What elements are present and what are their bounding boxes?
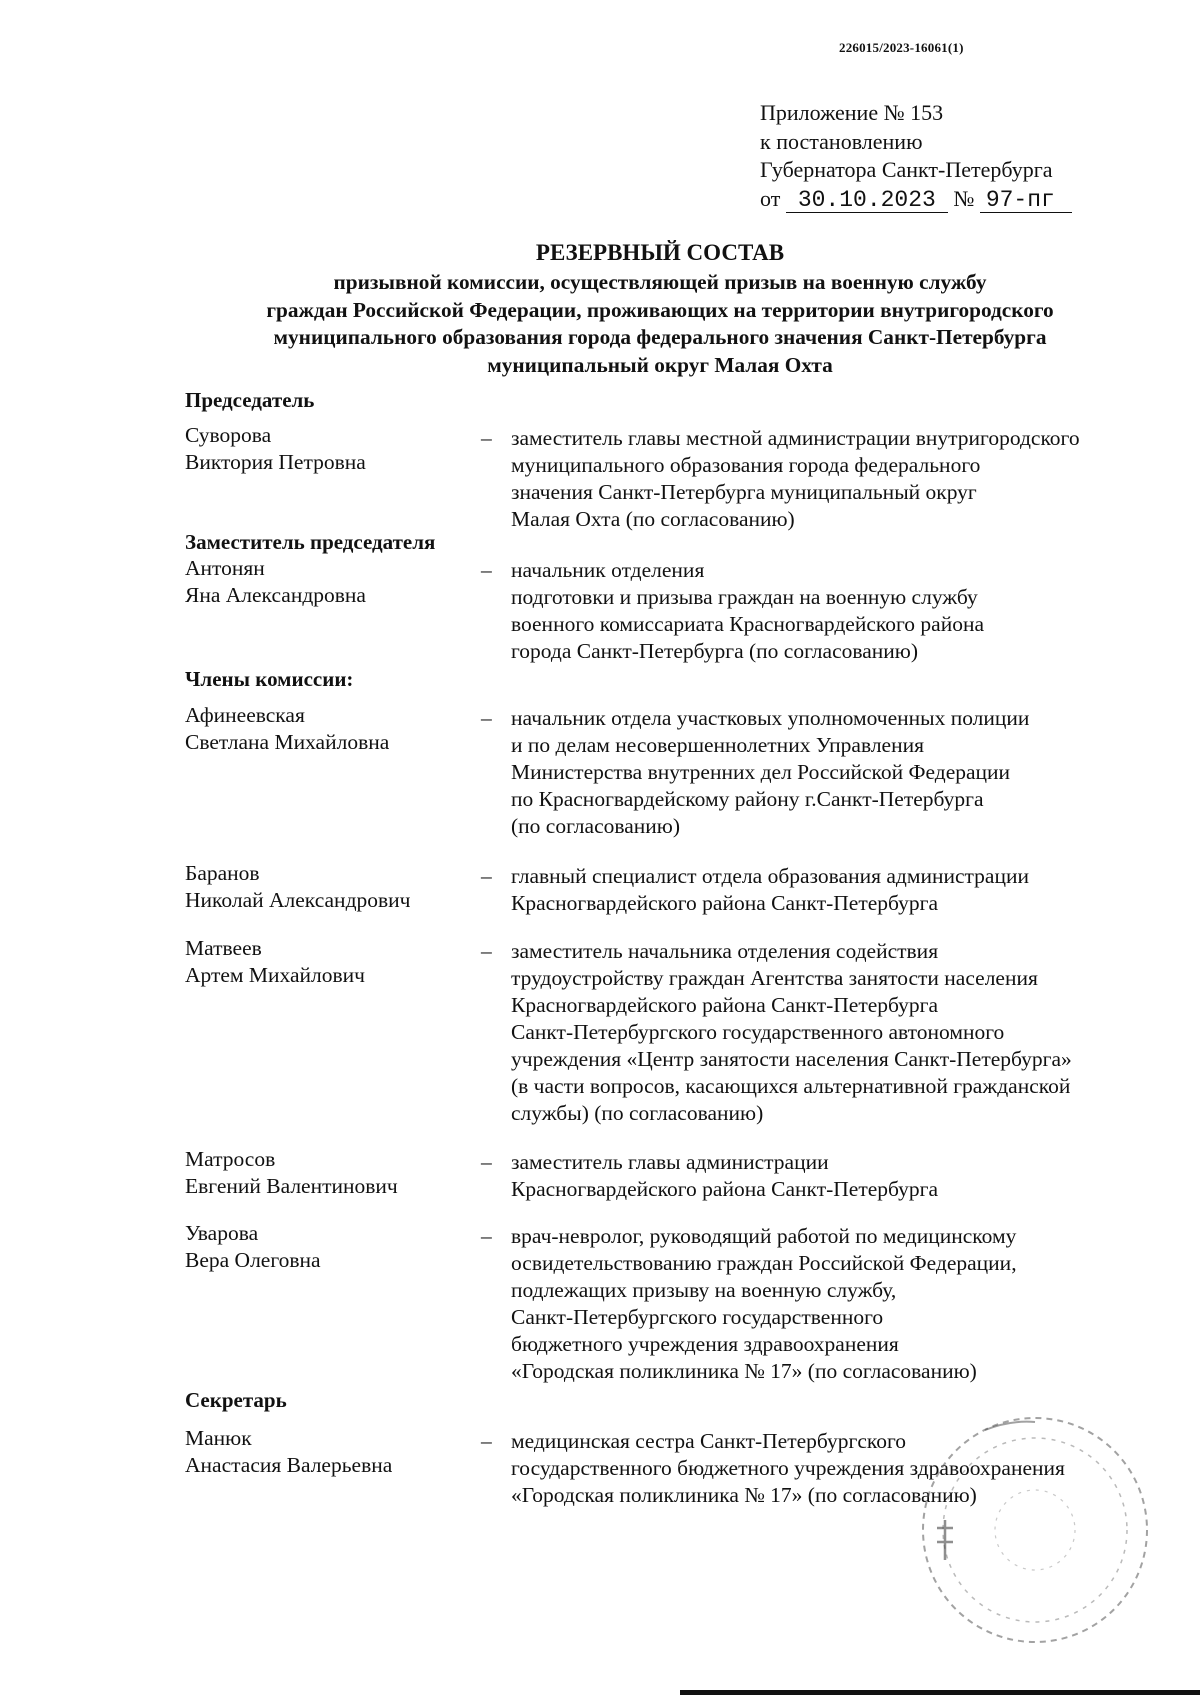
member-surname: Антонян (185, 556, 265, 580)
page-bottom-bar (680, 1690, 1200, 1695)
section-deputy-chair: Заместитель председателя (185, 530, 436, 554)
member-name (185, 860, 475, 914)
member-name (185, 1425, 475, 1479)
member-given-names: Николай Александрович (185, 888, 411, 912)
member-position (511, 1223, 1191, 1385)
position-line: города Санкт-Петербурга (по согласованию) (511, 639, 919, 663)
position-line: по Красногвардейскому району г.Санкт-Петербурга (511, 787, 984, 811)
member-name (185, 1146, 475, 1200)
section-chair: Председатель (185, 388, 315, 412)
decree-date: 30.10.2023 (786, 188, 948, 213)
position-line: подлежащих призыву на военную службу, (511, 1278, 897, 1302)
dash-separator: – (481, 1429, 492, 1453)
dash-separator: – (481, 864, 492, 888)
member-given-names: Вера Олеговна (185, 1248, 321, 1272)
member-surname: Матросов (185, 1147, 276, 1171)
position-line: Красногвардейского района Санкт-Петербурга (511, 1177, 938, 1201)
position-line: Министерства внутренних дел Российской Федерации (511, 760, 1011, 784)
member-name (185, 1220, 475, 1274)
member-name (185, 702, 475, 756)
position-line: главный специалист отдела образования администрации (511, 864, 1029, 888)
member-name (185, 555, 475, 609)
section-members: Члены комиссии: (185, 667, 354, 691)
member-surname: Манюк (185, 1426, 252, 1450)
position-line: подготовки и призыва граждан на военную службу (511, 585, 978, 609)
position-line: «Городская поликлиника № 17» (по согласованию) (511, 1483, 977, 1507)
member-name (185, 935, 475, 989)
member-position (511, 425, 1191, 533)
member-given-names: Артем Михайлович (185, 963, 365, 987)
appendix-line-3: Губернатора Санкт-Петербурга (760, 157, 1053, 182)
dash-separator: – (481, 558, 492, 582)
subtitle-line: граждан Российской Федерации, проживающих на территории внутригородского (266, 297, 1054, 322)
member-position (511, 557, 1191, 665)
member-position (511, 863, 1191, 917)
position-line: Санкт-Петербургского государственного (511, 1305, 884, 1329)
member-position (511, 705, 1191, 840)
member-name (185, 422, 475, 476)
number-label: № (953, 185, 975, 211)
dash-separator: – (481, 939, 492, 963)
position-line: врач-невролог, руководящий работой по медицинскому (511, 1224, 1017, 1248)
member-surname: Суворова (185, 423, 272, 447)
position-line: Малая Охта (по согласованию) (511, 507, 795, 531)
member-surname: Уварова (185, 1221, 259, 1245)
subtitle-line: призывной комиссии, осуществляющей призыв на военную службу (333, 270, 987, 294)
appendix-date-line (760, 185, 1072, 214)
position-line: начальник отделения (511, 558, 705, 582)
member-surname: Афинеевская (185, 703, 305, 727)
member-given-names: Яна Александровна (185, 583, 366, 607)
section-secretary: Секретарь (185, 1388, 287, 1412)
appendix-line-2: к постановлению (760, 128, 923, 154)
member-position (511, 938, 1191, 1127)
appendix-header (760, 99, 1072, 213)
document-title: РЕЗЕРВНЫЙ СОСТАВ (535, 240, 785, 265)
member-given-names: Виктория Петровна (185, 450, 366, 474)
member-given-names: Светлана Михайловна (185, 730, 390, 754)
position-line: Красногвардейского района Санкт-Петербурга (511, 891, 938, 915)
position-line: бюджетного учреждения здравоохранения (511, 1332, 899, 1356)
position-line: освидетельствованию граждан Российской Федерации, (511, 1251, 1017, 1275)
document-registration-number: 226015/2023-16061(1) (839, 40, 964, 55)
member-surname: Матвеев (185, 936, 262, 960)
position-line: заместитель главы администрации (511, 1150, 829, 1174)
member-given-names: Евгений Валентинович (185, 1174, 398, 1198)
member-position (511, 1149, 1191, 1203)
position-line: заместитель начальника отделения содействия (511, 939, 939, 963)
position-line: Санкт-Петербургского государственного автономного (511, 1020, 1005, 1044)
subtitle-line: муниципального образования города федерального значения Санкт-Петербурга (273, 325, 1047, 349)
position-line: военного комиссариата Красногвардейского района (511, 612, 985, 636)
position-line: государственного бюджетного учреждения здравоохранения (511, 1456, 1065, 1480)
decree-number: 97-пг (980, 188, 1072, 213)
dash-separator: – (481, 706, 492, 730)
from-label: от (760, 185, 781, 211)
position-line: «Городская поликлиника № 17» (по согласованию) (511, 1359, 977, 1383)
position-line: Красногвардейского района Санкт-Петербурга (511, 993, 938, 1017)
position-line: заместитель главы местной администрации внутригородского (511, 426, 1080, 450)
position-line: (по согласованию) (511, 814, 681, 838)
document-subtitle (200, 269, 1120, 379)
dash-separator: – (481, 1224, 492, 1248)
position-line: начальник отдела участковых уполномоченных полиции (511, 706, 1030, 730)
position-line: службы) (по согласованию) (511, 1101, 764, 1125)
member-given-names: Анастасия Валерьевна (185, 1453, 393, 1477)
subtitle-line: муниципальный округ Малая Охта (487, 352, 833, 377)
position-line: и по делам несовершеннолетних Управления (511, 733, 924, 757)
position-line: трудоустройству граждан Агентства занятости населения (511, 966, 1038, 990)
position-line: значения Санкт-Петербурга муниципальный округ (511, 480, 977, 504)
official-stamp-icon (915, 1410, 1155, 1650)
appendix-line-1: Приложение № 153 (760, 100, 944, 125)
position-line: муниципального образования города федерального (511, 453, 981, 477)
dash-separator: – (481, 426, 492, 450)
position-line: (в части вопросов, касающихся альтернативной гражданской (511, 1074, 1071, 1098)
position-line: медицинская сестра Санкт-Петербургского (511, 1429, 907, 1453)
dash-separator: – (481, 1150, 492, 1174)
member-surname: Баранов (185, 861, 260, 885)
position-line: учреждения «Центр занятости населения Санкт-Петербурга» (511, 1047, 1072, 1071)
